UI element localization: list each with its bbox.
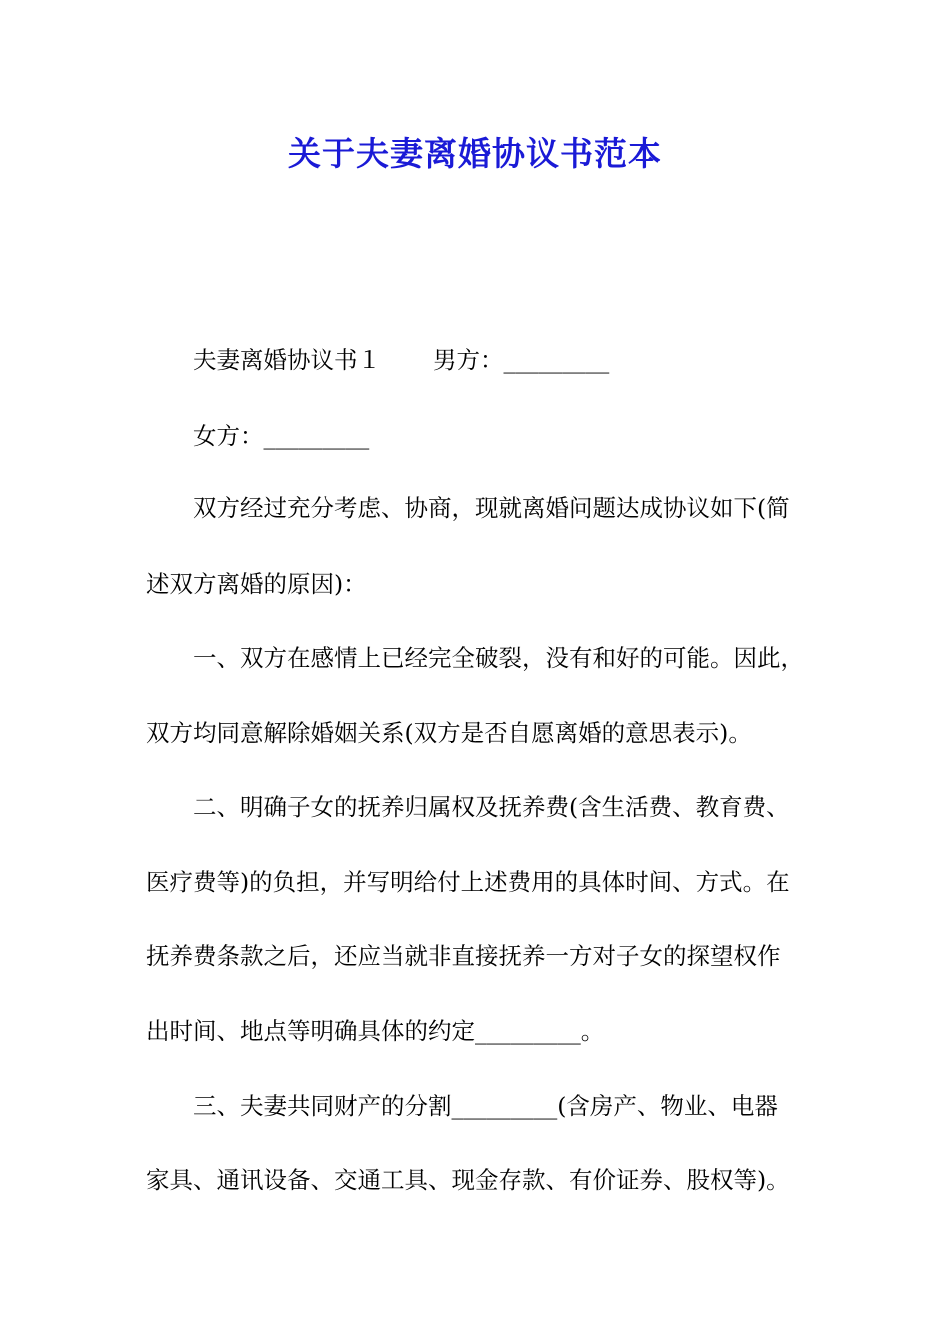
paragraph-line: 一、双方在感情上已经完全破裂，没有和好的可能。因此， <box>193 644 804 672</box>
wife-field: 女方：_________ <box>193 422 370 450</box>
paragraph-line: 二、明确子女的抚养归属权及抚养费(含生活费、教育费、 <box>193 793 790 821</box>
agreement-label: 夫妻离婚协议书１ <box>193 346 381 374</box>
husband-field: 男方：_________ <box>433 346 610 374</box>
paragraph-line: 抚养费条款之后，还应当就非直接抚养一方对子女的探望权作 <box>146 942 781 970</box>
paragraph-line: 双方经过充分考虑、协商，现就离婚问题达成协议如下(简 <box>193 494 790 522</box>
document-title: 关于夫妻离婚协议书范本 <box>288 134 662 173</box>
paragraph-line: 医疗费等)的负担，并写明给付上述费用的具体时间、方式。在 <box>146 868 790 896</box>
agreement-heading-line <box>193 342 873 378</box>
paragraph-line: 出时间、地点等明确具体的约定_________。 <box>146 1017 605 1045</box>
paragraph-line: 双方均同意解除婚姻关系(双方是否自愿离婚的意思表示)。 <box>146 719 752 747</box>
paragraph-line: 三、夫妻共同财产的分割_________(含房产、物业、电器 <box>193 1092 778 1120</box>
paragraph-line: 家具、通讯设备、交通工具、现金存款、有价证券、股权等)。 <box>146 1166 790 1194</box>
paragraph-line: 述双方离婚的原因)： <box>146 570 367 598</box>
